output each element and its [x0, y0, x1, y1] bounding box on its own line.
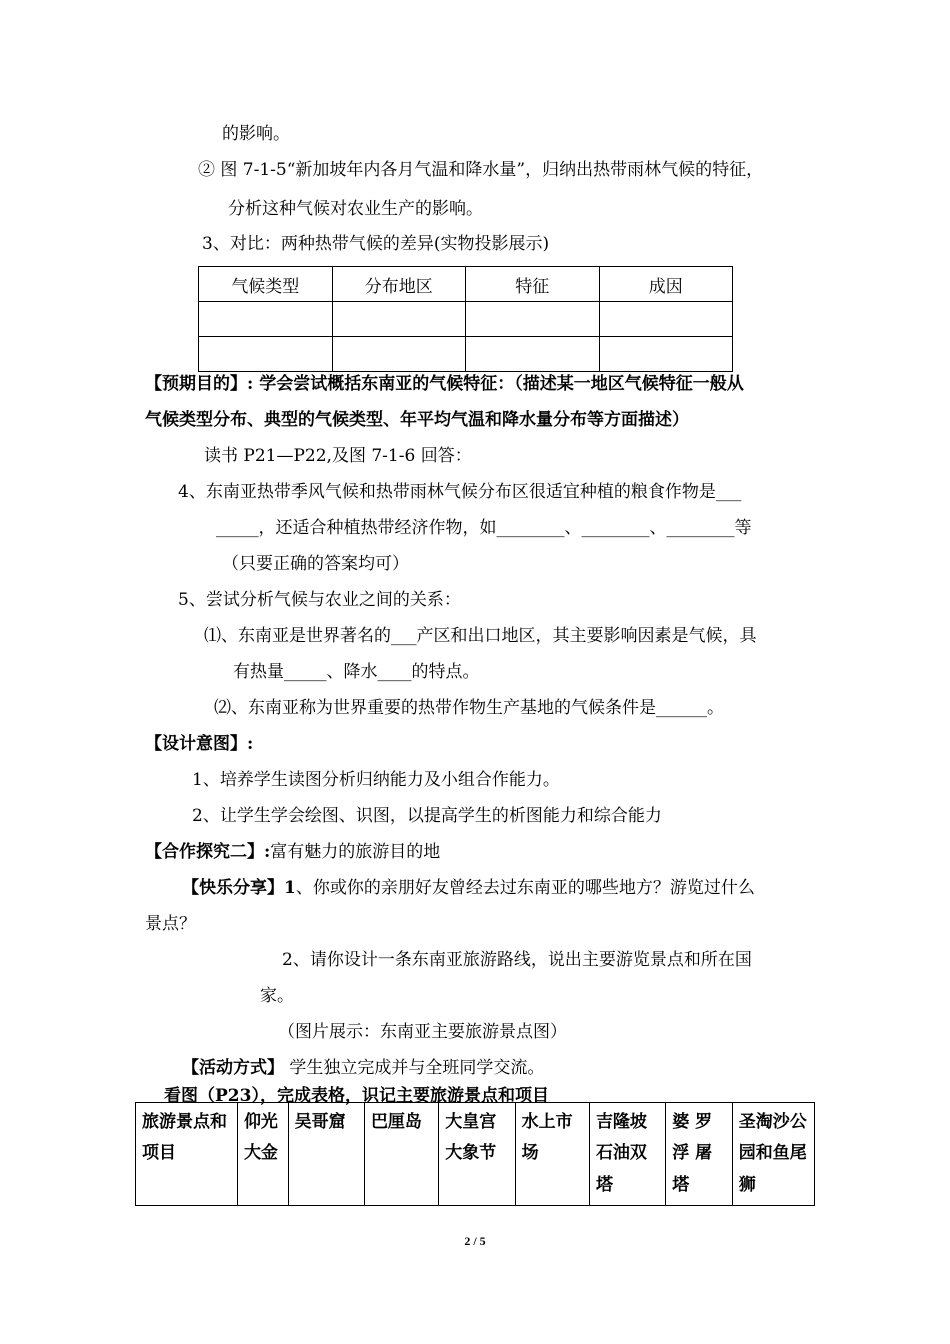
section-heading: 【设计意图】: — [145, 734, 254, 754]
table-cell: 巴厘岛 — [364, 1103, 438, 1206]
text-span: : 学会尝试概括东南亚的气候特征：（描述某一地区气候特征一般从 — [247, 374, 744, 394]
text-line: 家。 — [260, 986, 294, 1006]
text-line — [182, 878, 755, 899]
section-heading: 【合作探究二】: — [145, 842, 271, 862]
table-cell — [199, 337, 333, 372]
table-row — [199, 337, 733, 372]
text-span: 、你或你的亲朋好友曾经去过东南亚的哪些地方？游览过什么 — [295, 878, 755, 898]
text-line: 4、东南亚热带季风气候和热带雨林气候分布区很适宜种植的粮食作物是___ — [178, 482, 742, 502]
table-header-cell: 气候类型 — [199, 267, 333, 302]
text-line: 分析这种气候对农业生产的影响。 — [228, 199, 483, 219]
table-cell — [466, 337, 600, 372]
text-line: 读书 P21—P22,及图 7-1-6 回答： — [204, 446, 472, 466]
text-line: （图片展示：东南亚主要旅游景点图） — [278, 1022, 567, 1042]
table-cell — [599, 302, 733, 337]
table-cell — [332, 337, 466, 372]
section-heading: 【活动方式】 — [182, 1058, 284, 1078]
table-cell: 仰光大金 — [237, 1103, 288, 1206]
table-row — [136, 1103, 815, 1206]
table-cell: 圣淘沙公园和鱼尾狮 — [732, 1103, 814, 1206]
table-cell — [599, 337, 733, 372]
text-line: ⑵、东南亚称为世界重要的热带作物生产基地的气候条件是______。 — [214, 698, 724, 718]
text-line: ⑴、东南亚是世界著名的___产区和出口地区，其主要影响因素是气候，具 — [204, 626, 757, 646]
table-cell — [332, 302, 466, 337]
text-span: 富有魅力的旅游目的地 — [270, 842, 441, 862]
table-header-cell: 特征 — [466, 267, 600, 302]
text-line — [145, 374, 744, 395]
section-heading: 【快乐分享】1 — [182, 878, 296, 898]
table-cell: 吉隆坡石油双塔 — [589, 1103, 665, 1206]
text-line: _____，还适合种植热带经济作物，如________、________、________等 — [216, 518, 752, 538]
text-line: 5、尝试分析气候与农业之间的关系： — [178, 590, 461, 610]
text-line: 景点？ — [145, 914, 196, 934]
table-header-cell: 分布地区 — [332, 267, 466, 302]
text-line: 3、对比：两种热带气候的差异(实物投影展示) — [202, 234, 550, 254]
text-line: 1、培养学生读图分析归纳能力及小组合作能力。 — [192, 770, 560, 790]
table-cell: 大皇宫大象节 — [439, 1103, 515, 1206]
text-span: 学生独立完成并与全班同学交流。 — [284, 1058, 545, 1078]
page-number: 2 / 5 — [464, 1234, 486, 1248]
table-header-cell: 成因 — [599, 267, 733, 302]
section-heading: 【预期目的】 — [145, 374, 247, 394]
table-row — [199, 302, 733, 337]
text-line: ② 图 7-1-5“新加坡年内各月气温和降水量”，归纳出热带雨林气候的特征， — [198, 160, 764, 180]
table-cell — [466, 302, 600, 337]
table-row — [199, 267, 733, 302]
table-cell — [199, 302, 333, 337]
text-line: 2、请你设计一条东南亚旅游路线，说出主要游览景点和所在国 — [282, 950, 752, 970]
text-line: 2、让学生学会绘图、识图，以提高学生的析图能力和综合能力 — [192, 806, 662, 826]
text-line: （只要正确的答案均可） — [222, 554, 409, 574]
text-line: 气候类型分布、典型的气候类型、年平均气温和降水量分布等方面描述） — [145, 410, 689, 430]
text-line: 的影响。 — [222, 124, 290, 144]
table-cell: 吴哥窟 — [288, 1103, 364, 1206]
table-cell: 水上市场 — [515, 1103, 589, 1206]
text-line — [182, 1058, 544, 1079]
text-line: 有热量_____、降水____的特点。 — [233, 662, 480, 682]
climate-comparison-table — [198, 266, 733, 372]
text-line: 看图（P23），完成表格，识记主要旅游景点和项目 — [164, 1086, 549, 1106]
table-cell: 婆 罗 浮 屠 塔 — [666, 1103, 732, 1206]
table-cell: 旅游景点和项目 — [136, 1103, 238, 1206]
tourist-spots-table — [135, 1102, 815, 1206]
text-line — [145, 842, 440, 863]
